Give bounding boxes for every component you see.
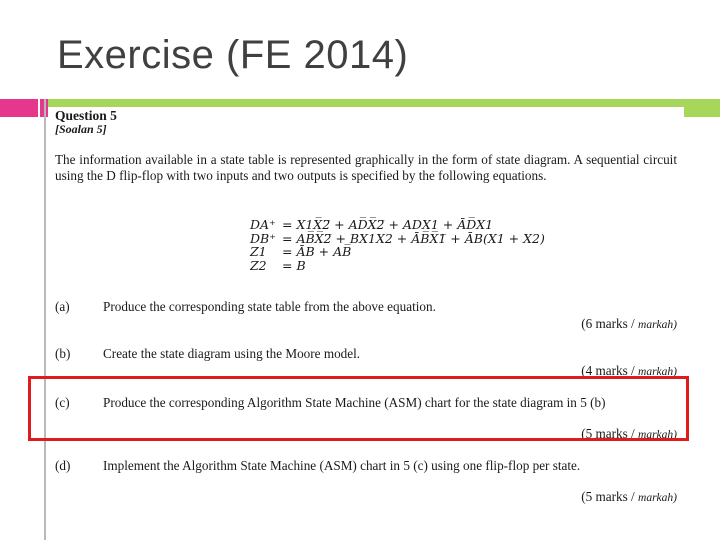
- question-subtitle: [Soalan 5]: [55, 121, 107, 136]
- part-marks: (5 marks / markah): [581, 489, 677, 504]
- equation-rhs: = ĀB + AB̅: [282, 244, 352, 259]
- part-marks: (5 marks / markah): [581, 426, 677, 441]
- question-intro: The information available in a state table is represented graphically in the form of state diagram. A sequential circuit using the D flip-flop with two inputs and two outputs is specified by the following equations.: [55, 152, 677, 183]
- equation-block: [250, 218, 545, 272]
- equation-rhs: = X1X̅2̅ + AD̅X̅2̅ + ADX1 + ĀD̅X1: [282, 217, 494, 232]
- part-text: Produce the corresponding Algorithm State Machine (ASM) chart for the state diagram in 5 (b): [103, 395, 606, 410]
- accent-bar-pink: [0, 99, 38, 117]
- part-marks: (6 marks / markah): [581, 316, 677, 331]
- accent-bar-green-right: [684, 107, 720, 117]
- equation-lhs: Z2: [250, 257, 267, 273]
- equation-row: [250, 218, 545, 232]
- equation-lhs: DA⁺: [250, 217, 276, 232]
- part-text: Create the state diagram using the Moore model.: [103, 346, 361, 361]
- part-letter: (a): [55, 299, 70, 314]
- part-letter: (b): [55, 346, 71, 361]
- equation-row: [250, 245, 545, 259]
- question-part-d: [55, 458, 677, 506]
- part-marks: (4 marks / markah): [581, 363, 677, 378]
- slide-title: Exercise (FE 2014): [57, 33, 409, 77]
- left-divider: [44, 99, 46, 540]
- question-title: Question 5: [55, 108, 117, 123]
- equation-rhs: = B: [282, 257, 306, 273]
- question-part-b: [55, 346, 677, 378]
- part-letter: (d): [55, 458, 71, 473]
- equation-lhs: DB⁺: [250, 230, 276, 246]
- highlight-box: [28, 376, 689, 441]
- accent-bar-green: [48, 99, 720, 107]
- part-letter: (c): [55, 395, 70, 410]
- part-text: Produce the corresponding state table from the above equation.: [103, 299, 436, 314]
- question-document: [55, 108, 680, 504]
- equation-row: [250, 232, 545, 246]
- equation-rhs: = AB̅X̅2̅ + BX1X2 + ĀB̅X̅1̅ + ĀB(X1 + X2): [282, 230, 545, 246]
- question-part-a: [55, 299, 677, 331]
- equation-row: [250, 259, 545, 273]
- equation-lhs: Z1: [250, 244, 267, 259]
- part-text: Implement the Algorithm State Machine (ASM) chart in 5 (c) using one flip-flop per state.: [103, 458, 581, 473]
